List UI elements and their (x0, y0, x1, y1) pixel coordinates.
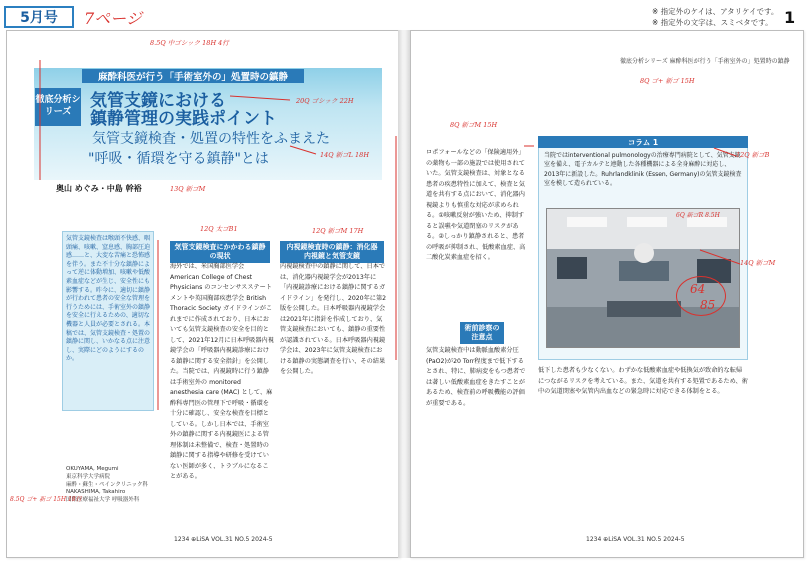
handwritten-note: 12Q 新ゴM 17H (312, 227, 364, 235)
byline-line: 国際医療福祉大学 呼吸器外科 (66, 497, 140, 504)
right-body-col2: 低下した患者も少なくない。わずかな低酸素血症や低換気が致命的な転帰につながるリスクを考えている。また、気道を共有する処置であるため、術中の気道閉塞や気管内出血などの緊急時に対応できる体制をとる。 (538, 367, 748, 395)
handwritten-note: 20Q ゴシック 22H (296, 97, 354, 105)
proof-leader-icon (700, 250, 740, 264)
handwritten-note: 14Q 新ゴM (740, 259, 776, 267)
proof-leader-icon (290, 146, 316, 154)
article-title-line2: 鎮静管理の実践ポイント (90, 109, 277, 129)
proof-leader-icon (714, 148, 736, 156)
spec-note-2: ※ 指定外の文字は、スミベタです。 (652, 18, 773, 27)
column-text: 当院ではinterventional pulmonologyの治療専門病院として、気管支鏡室を備え、電子カルテと連動した各種機器による全身麻酔に対応し、2013年に新設した。Ruhrlandklinik (Essen, Germany)の気管支鏡検査室を模して造られている。 (544, 152, 742, 188)
right-footer: 1234 ⊕LiSA VOL.31 NO.5 2024-5 (586, 536, 685, 543)
series-banner: 麻酔科医が行う「手術室外の」処置時の鎮静 (82, 69, 304, 83)
handwritten-note: 12Q 新ゴB (736, 151, 770, 159)
authors: 奥山 めぐみ・中島 幹裕 (56, 184, 142, 193)
handwritten-note: 8.5Q ゴ+ 新ゴ 15H 18行 (10, 496, 82, 503)
section3-body: 気管支鏡検査中は動脈血酸素分圧(PaO2)が20 Torr程度まで低下するとされ、特に、肺病変をもつ患者では著しい低酸素血症をきたすことがあるため、検査前の呼吸機能の評価が重要である。 (426, 347, 526, 407)
article-title-line1: 気管支鏡における (90, 91, 226, 111)
section2-heading: 内視鏡検査時の鎮静：消化器内視鏡と気管支鏡 (280, 241, 384, 263)
section1-body: 海外では、米国胸部医学会 American College of Chest Physicians のコンセンサスステートメントや英国胸部疾患学会 British Thoracic Society ガイドラインがこれまでに作成されており、日本においても気管支鏡検査の安全を目的として、2021年12月に日本呼吸器内視鏡学会の「呼吸器内視鏡診療における鎮静に関する安全指針」を公開した。当院では、内視鏡時に行う鎮静は手術室外の monitored anesthesia care (MAC) として、麻酔科専門医の管理下で呼吸・循環を十分に確認し、安全な検査を目標としている。しかし日本では、手術室外の鎮静に関する内視鏡医による管理体制は未整備で、検査・処置時の鎮静に関する指導や研修を受けていない医師が多く、トラブルになることがある。 (170, 263, 274, 480)
handwritten-note: 12Q 太ゴB1 (200, 225, 238, 233)
byline-line: 麻酔・蘇生・ペインクリニック科 (66, 481, 149, 488)
left-footer: 1234 ⊕LiSA VOL.31 NO.5 2024-5 (174, 536, 273, 543)
byline-line: 東京科学大学病院 (66, 473, 111, 480)
section1-heading: 気管支鏡検査にかかわる鎮静の現状 (170, 241, 270, 263)
handwritten-note: 13Q 新ゴM (170, 185, 206, 193)
abstract-box: 気管支鏡検査は喉頭不快感、咽頭痛、咳嗽、窒息感、胸部圧迫感……と、大変な苦痛と恐怖感を伴う。また不十分な鎮静によって逆に体動増加、咳嗽や低酸素血症などが生じ、安全性にも影響する。昨今に、適切に鎮静が行われて患者の安全な管理を行うためには、手術室外の鎮静を安全に行えるための、適切な機器と人員が必要とされる。本稿では、気管支鏡検査・処置の鎮静に関し、いかなる点に注意し、実際にどのようにするのか。 (62, 231, 154, 411)
handwritten-note: 8Q ゴ+ 新ゴ 15H (640, 77, 695, 85)
byline-line: OKUYAMA, Megumi (66, 466, 119, 472)
section3-heading: 術前診察の注意点 (460, 322, 504, 344)
handwritten-note: 8Q 新ゴM 15H (450, 121, 498, 129)
series-label: 徹底分析シリーズ (35, 88, 81, 126)
spec-note-1: ※ 指定外のケイは、アタリケイです。 (652, 7, 779, 16)
article-subtitle-line2: "呼吸・循環を守る鎮静"とは (88, 151, 269, 167)
circled-value: 64 (690, 282, 706, 296)
right-page-header: 徹底分析シリーズ 麻酔科医が行う「手術室外の」処置時の鎮静 (620, 58, 790, 65)
column-heading: コラム 1 (538, 136, 748, 148)
proof-leader-icon (230, 96, 290, 100)
handwritten-page-note: 7ページ (84, 9, 142, 28)
right-body-col1: ロポフォールなどの「保険適用外」の薬物も一部の施設では使用されていた。気管支鏡検査は、対象となる患者の疾患特性に加えて、検査と気道を共有する点において、消化器内視鏡よりも慎重な対応が求められる。①咳嗽反射が強いため、抑制すると誤嚥や気道閉塞のリスクがある。②しっかり鎮静されると、患者の呼吸が抑制され、低酸素血症、高二酸化炭素血症を招く。 (426, 149, 526, 261)
circled-value: 85 (700, 298, 716, 312)
page-number: 1 (784, 8, 796, 27)
byline-line: NAKASHIMA, Takahiro (66, 489, 126, 496)
section2-body: 内視鏡検査中の鎮静に関して、日本では、消化器内視鏡学会が2013年に「内視鏡診療における鎮静に関するガイドライン」を発行し、2020年に第2版を公開した。日本呼吸器内視鏡学会は2021年に指針を作成しており、気管支鏡検査においても、鎮静の重要性が認識されている。日本呼吸器内視鏡学会は、2023年に気管支鏡検査における鎮静の実態調査を行い、その結果を公開した。 (280, 263, 387, 375)
issue-tab: 5月号 (4, 6, 74, 28)
handwritten-note: 14Q 新ゴL 18H (320, 151, 369, 159)
article-subtitle-line1: 気管支鏡検査・処置の特性をふまえた (92, 131, 330, 147)
handwritten-note: 8.5Q 中ゴシック 18H 4行 (150, 39, 229, 47)
handwritten-note: 6Q 新ゴR 8.5H (676, 212, 720, 219)
